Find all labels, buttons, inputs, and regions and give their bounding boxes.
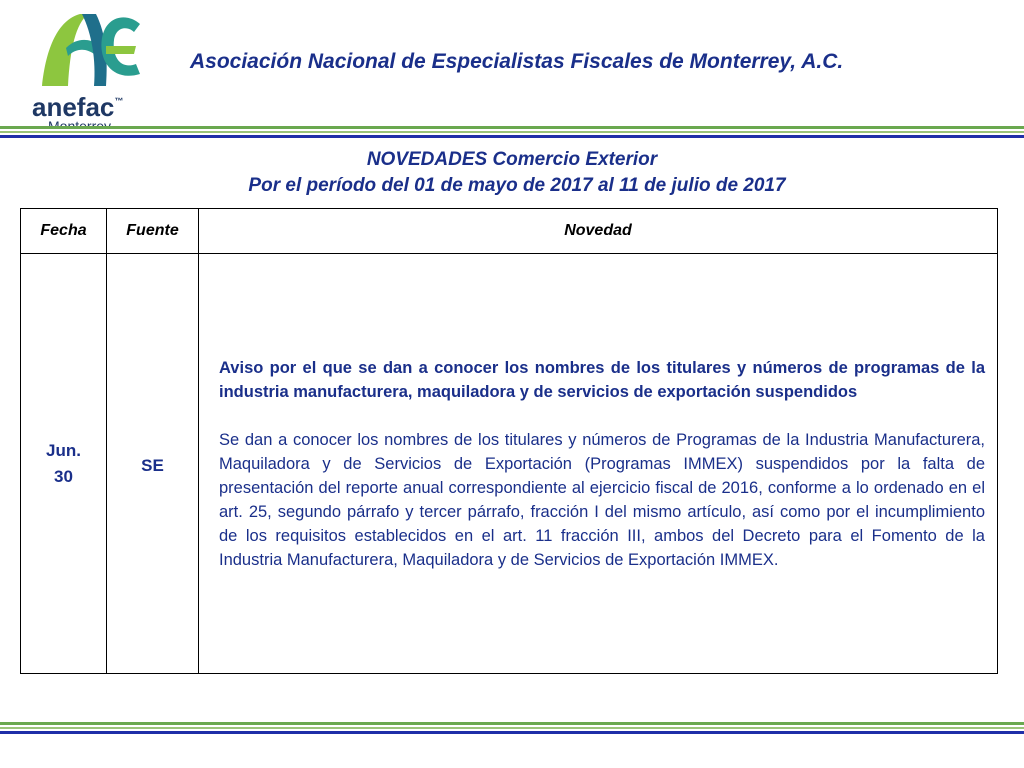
cell-fecha [21, 254, 107, 674]
fecha-day: 30 [54, 466, 73, 486]
header-fuente: Fuente [107, 209, 199, 254]
novedad-body: Se dan a conocer los nombres de los titulares y números de Programas de la Industria Manufacturera, Maquiladora y de Servicios de Exportación (Programas IMMEX) suspendidos por la falta de presentación del reporte anual correspondiente al ejercicio fiscal de 2016, conforme a lo ordenado en el art. 25, segundo párrafo y tercer párrafo, fracción I del mismo artículo, así como por el incumplimiento de los requisitos establecidos en el art. 11 fracción III, ambos del Decreto para el Fomento de la Industria Manufacturera, Maquiladora y de Servicios de Exportación IMMEX. [219, 430, 985, 569]
news-table [20, 208, 998, 674]
logo-brand-text: anefac™ [32, 92, 124, 122]
header-novedad: Novedad [199, 209, 998, 254]
cell-novedad [199, 254, 998, 674]
document-title: NOVEDADES Comercio Exterior [366, 149, 658, 170]
cell-fuente: SE [107, 254, 199, 674]
footer-divider [0, 722, 1024, 734]
novedad-title: Aviso por el que se dan a conocer los nombres de los titulares y números de programas de la industria manufacturera, maquiladora y de servicios de exportación suspendidos [219, 358, 985, 401]
anefac-logo [28, 8, 148, 128]
document-period: Por el período del 01 de mayo de 2017 al 11 de julio de 2017 [248, 175, 786, 196]
anefac-logo-mark [36, 8, 146, 90]
header-divider [0, 126, 1024, 138]
organization-title: Asociación Nacional de Especialistas Fiscales de Monterrey, A.C. [190, 50, 844, 73]
table-row [21, 254, 998, 674]
fecha-month: Jun. [46, 440, 81, 460]
header-fecha: Fecha [21, 209, 107, 254]
table-header-row [21, 209, 998, 254]
